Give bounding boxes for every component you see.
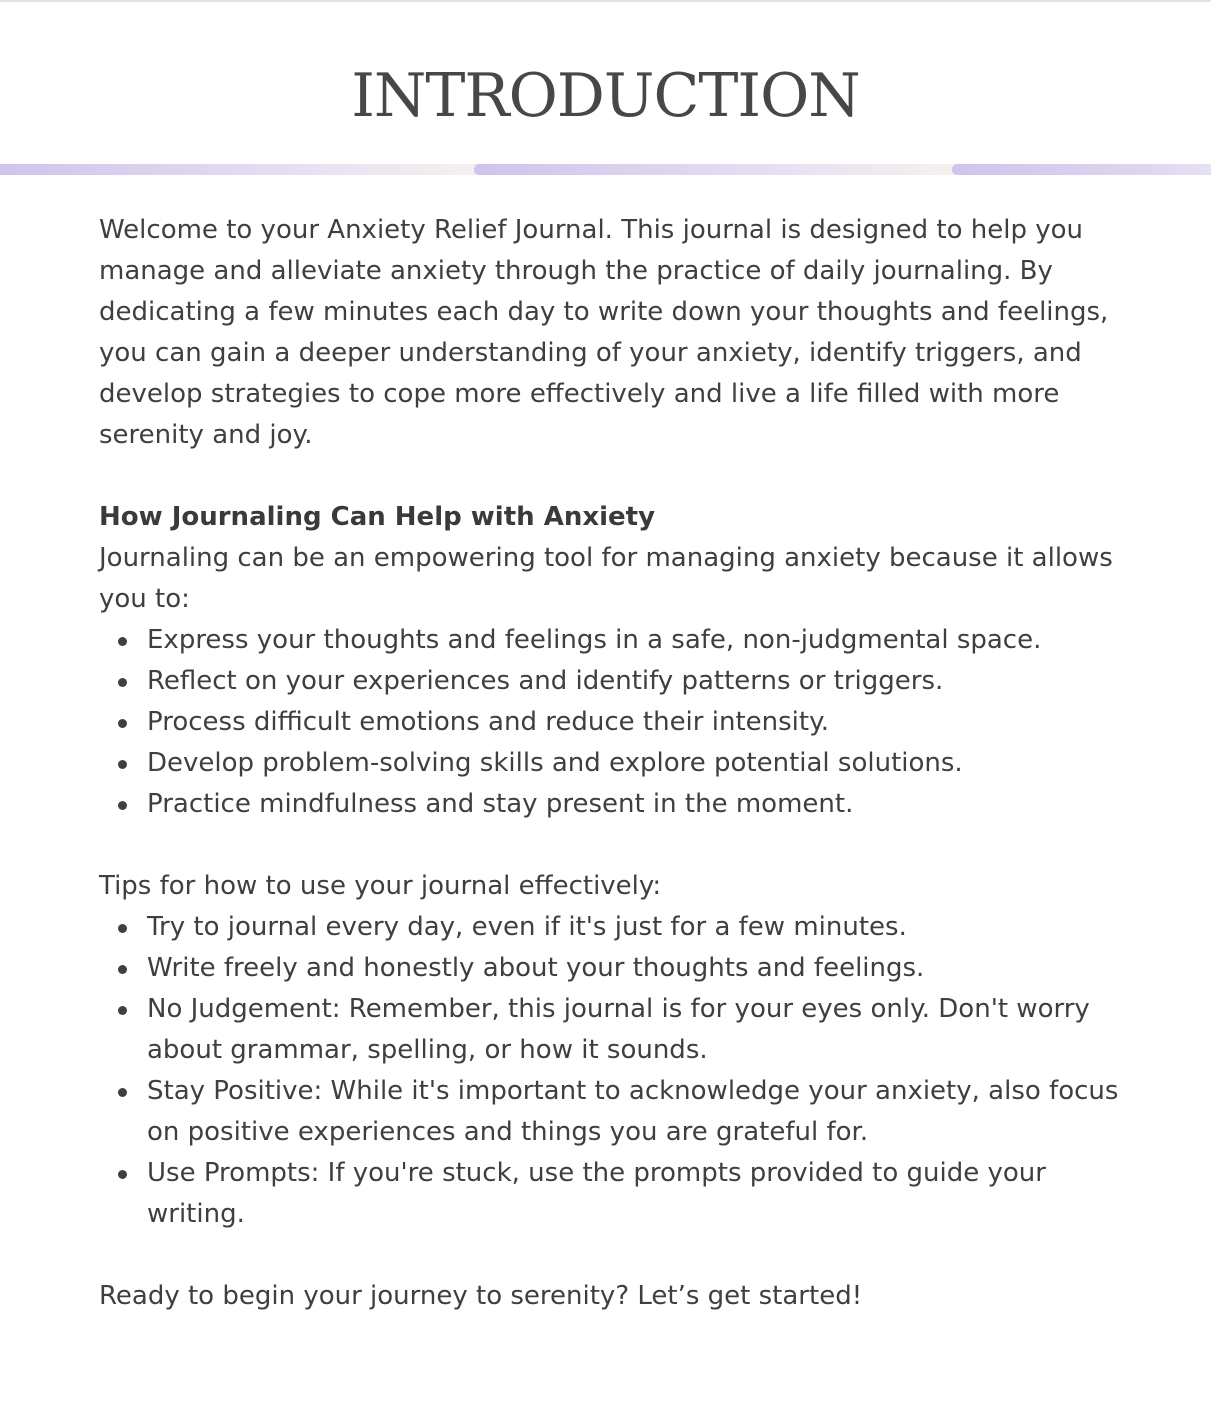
main-content xyxy=(99,210,1129,1317)
list-item: Process difficult emotions and reduce their intensity. xyxy=(147,702,1129,743)
list-item: Try to journal every day, even if it's just for a few minutes. xyxy=(147,907,1129,948)
section-heading-benefits: How Journaling Can Help with Anxiety xyxy=(99,502,656,532)
list-item: Use Prompts: If you're stuck, use the prompts provided to guide your writing. xyxy=(147,1153,1129,1235)
tips-list xyxy=(99,907,1129,1235)
decorative-divider xyxy=(0,164,1211,175)
list-item: Develop problem-solving skills and explore potential solutions. xyxy=(147,743,1129,784)
intro-paragraph: Welcome to your Anxiety Relief Journal. This journal is designed to help you manage and alleviate anxiety through the practice of daily journaling. By dedicating a few minutes each day to write down your thoughts and feelings, you can gain a deeper understanding of your anxiety, identify triggers, and develop strategies to cope more effectively and live a life filled with more serenity and joy. xyxy=(99,215,1109,450)
list-item: Express your thoughts and feelings in a safe, non-judgmental space. xyxy=(147,620,1129,661)
tips-lead: Tips for how to use your journal effectively: xyxy=(99,871,662,901)
closing-line: Ready to begin your journey to serenity? Let’s get started! xyxy=(99,1281,863,1311)
divider-segment xyxy=(952,164,1211,175)
list-item: Practice mindfulness and stay present in the moment. xyxy=(147,784,1129,825)
divider-segment xyxy=(0,164,484,175)
divider-segment xyxy=(474,164,960,175)
benefits-list xyxy=(99,620,1129,825)
page-title: INTRODUCTION xyxy=(351,61,860,131)
list-item: Write freely and honestly about your thoughts and feelings. xyxy=(147,948,1129,989)
list-item: Stay Positive: While it's important to acknowledge your anxiety, also focus on positive experiences and things you are grateful for. xyxy=(147,1071,1129,1153)
list-item: No Judgement: Remember, this journal is for your eyes only. Don't worry about grammar, spelling, or how it sounds. xyxy=(147,989,1129,1071)
top-border xyxy=(0,0,1211,2)
list-item: Reflect on your experiences and identify patterns or triggers. xyxy=(147,661,1129,702)
benefits-lead: Journaling can be an empowering tool for managing anxiety because it allows you to: xyxy=(99,543,1113,614)
